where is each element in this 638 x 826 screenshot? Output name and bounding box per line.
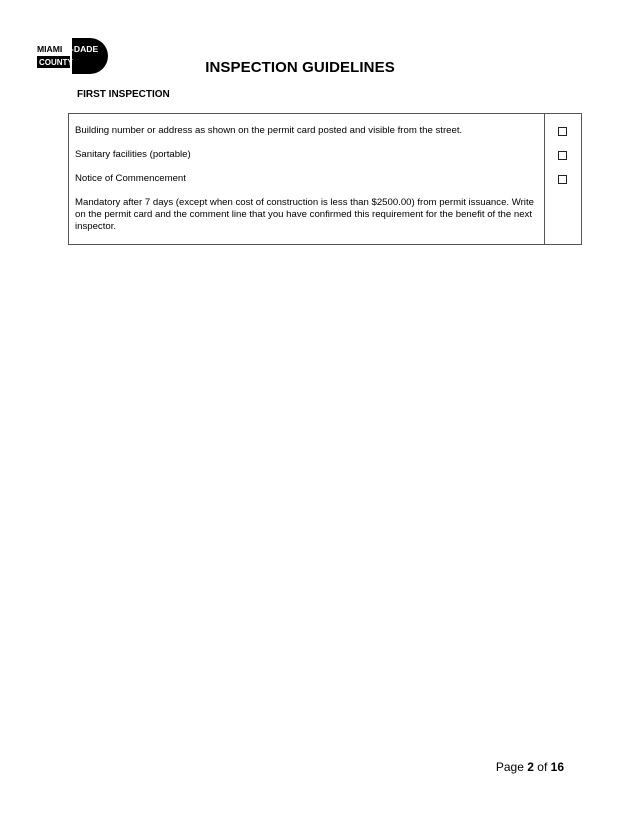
page-of: of bbox=[537, 760, 548, 774]
checkbox-address[interactable] bbox=[558, 127, 567, 136]
page-total: 16 bbox=[550, 760, 564, 774]
page-current: 2 bbox=[527, 760, 534, 774]
logo-text-dade: -DADE bbox=[71, 44, 99, 54]
logo-text-miami: MIAMI bbox=[37, 44, 63, 54]
guideline-item-address: Building number or address as shown on the permit card posted and visible from the street. bbox=[75, 125, 463, 136]
guideline-item-sanitary: Sanitary facilities (portable) bbox=[75, 149, 191, 160]
page-title: INSPECTION GUIDELINES bbox=[205, 59, 395, 76]
checkbox-sanitary[interactable] bbox=[558, 151, 567, 160]
guidelines-table bbox=[68, 113, 582, 245]
guideline-item-notice: Notice of Commencement bbox=[75, 173, 186, 184]
checkbox-notice[interactable] bbox=[558, 175, 567, 184]
page-number bbox=[496, 760, 564, 774]
section-heading: FIRST INSPECTION bbox=[77, 89, 170, 100]
table-column-divider bbox=[544, 114, 545, 244]
guideline-item-mandatory-note: Mandatory after 7 days (except when cost of construction is less than $2500.00) from permit issuance. Write on the permit card and the comment line that you have confirmed this requirement for the benefit of the next inspector. bbox=[75, 197, 534, 232]
logo-text-county: COUNTY bbox=[39, 58, 73, 67]
page-label: Page bbox=[495, 760, 524, 774]
